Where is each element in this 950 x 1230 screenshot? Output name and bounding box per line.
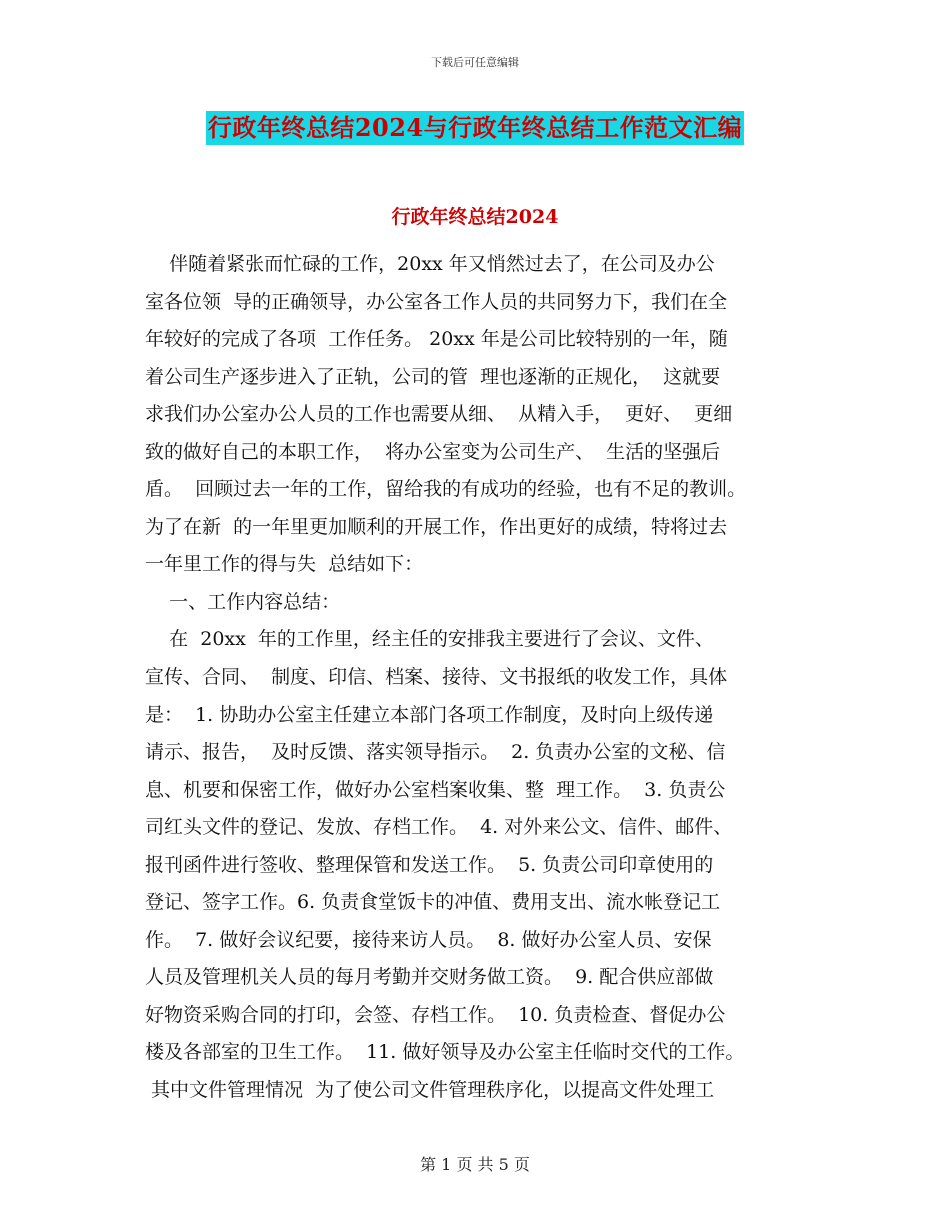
body-line: 其中文件管理情况 为了使公司文件管理秩序化，以提高文件处理工 <box>145 1079 715 1102</box>
page-number-footer: 第 1 页 共 5 页 <box>420 1155 530 1174</box>
body-line: 伴随着紧张而忙碌的工作，20xx 年又悄然过去了，在公司及办公 <box>145 253 715 275</box>
body-line: 宣传、合同、 制度、印信、档案、接待、文书报纸的收发工作，具体 <box>145 666 728 689</box>
body-line: 人员及管理机关人员的每月考勤并交财务做工资。 9. 配合供应部做 <box>145 966 714 989</box>
body-line: 求我们办公室办公人员的工作也需要从细、 从精入手， 更好、 更细 <box>145 403 733 426</box>
body-line: 请示、报告， 及时反馈、落实领导指示。 2. 负责办公室的文秘、信 <box>145 741 726 764</box>
body-line: 年较好的完成了各项 工作任务。 20xx 年是公司比较特别的一年，随 <box>145 328 728 351</box>
body-line: 息、机要和保密工作，做好办公室档案收集、整 理工作。 3. 负责公 <box>145 778 726 801</box>
body-line: 致的做好自己的本职工作， 将办公室变为公司生产、 生活的坚强后 <box>145 440 721 463</box>
body-text <box>145 246 825 1110</box>
body-line: 司红头文件的登记、发放、存档工作。 4. 对外来公文、信件、邮件、 <box>145 816 733 839</box>
body-line: 着公司生产逐步进入了正轨，公司的管 理也逐渐的正规化， 这就要 <box>145 365 721 388</box>
subheading-line: 一、工作内容总结： <box>145 590 341 613</box>
document-title: 行政年终总结2024与行政年终总结工作范文汇编 <box>206 111 744 145</box>
body-line: 盾。 回顾过去一年的工作，留给我的有成功的经验，也有不足的教训。 <box>145 478 747 501</box>
header-note: 下载后可任意编辑 <box>431 56 519 69</box>
body-line: 为了在新 的一年里更加顺利的开展工作，作出更好的成绩，特将过去 <box>145 515 728 538</box>
body-line: 在 20xx 年的工作里，经主任的安排我主要进行了会议、文件、 <box>145 628 714 651</box>
body-line: 报刊函件进行签收、整理保管和发送工作。 5. 负责公司印章使用的 <box>145 853 714 876</box>
body-line: 楼及各部室的卫生工作。 11. 做好领导及办公室主任临时交代的工作。 <box>145 1041 745 1064</box>
body-line: 登记、签字工作。6. 负责食堂饭卡的冲值、费用支出、流水帐登记工 <box>145 891 721 914</box>
body-line: 一年里工作的得与失 总结如下： <box>145 553 424 576</box>
body-line: 室各位领 导的正确领导，办公室各工作人员的共同努力下，我们在全 <box>145 290 728 313</box>
body-line: 是： 1. 协助办公室主任建立本部门各项工作制度，及时向上级传递 <box>145 703 714 726</box>
document-title-bar <box>0 111 950 145</box>
body-line: 作。 7. 做好会议纪要，接待来访人员。 8. 做好办公室人员、安保 <box>145 928 712 951</box>
section-title: 行政年终总结2024 <box>391 206 559 228</box>
body-line: 好物资采购合同的打印，会签、存档工作。 10. 负责检查、督促办公 <box>145 1003 726 1026</box>
